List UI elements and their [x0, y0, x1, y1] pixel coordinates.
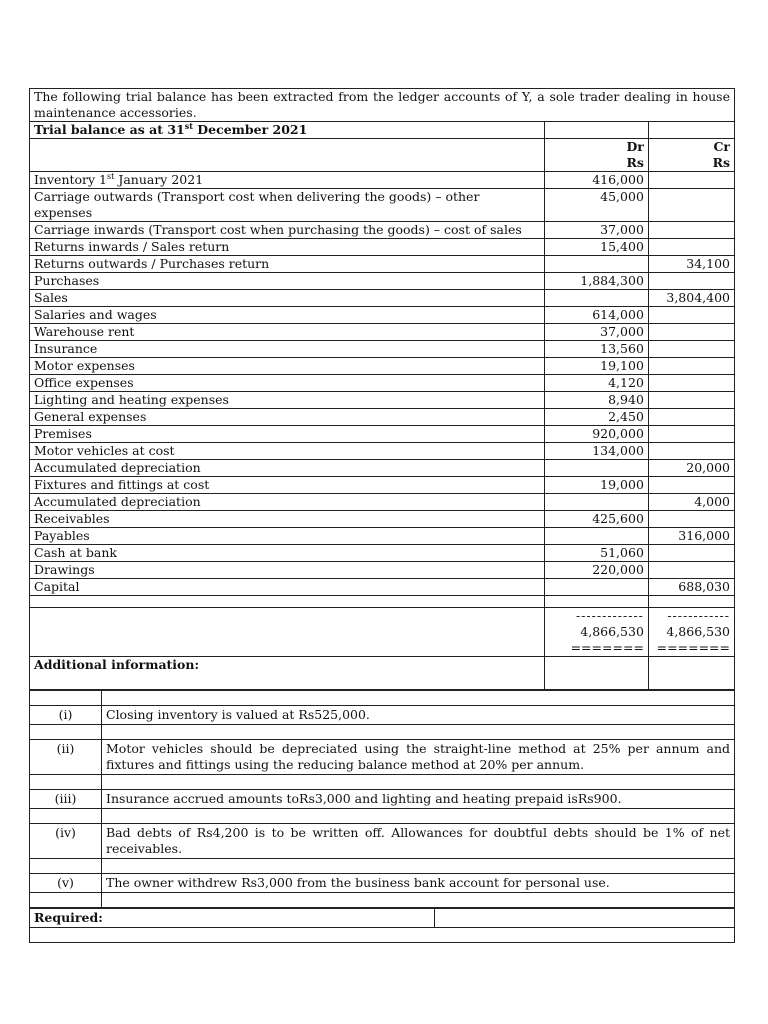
row-dr: [545, 460, 648, 477]
row-label: Carriage outwards (Transport cost when delivering the goods) – other expenses: [30, 189, 545, 222]
additional-info-title: Additional information:: [30, 657, 545, 690]
info-item: [30, 706, 735, 725]
table-row: [30, 290, 735, 307]
row-cr: 316,000: [648, 528, 734, 545]
row-cr: [648, 477, 734, 494]
row-dr: [545, 494, 648, 511]
row-dr: 134,000: [545, 443, 648, 460]
row-cr: [648, 358, 734, 375]
row-label: Cash at bank: [30, 545, 545, 562]
row-label: Drawings: [30, 562, 545, 579]
row-dr: 19,000: [545, 477, 648, 494]
row-label: Capital: [30, 579, 545, 596]
table-row: [30, 460, 735, 477]
table-row: [30, 528, 735, 545]
row-label: Returns inwards / Sales return: [30, 239, 545, 256]
additional-info-heading-row: [30, 657, 735, 690]
dr-column-header: Dr Rs: [545, 139, 648, 172]
row-dr: 2,450: [545, 409, 648, 426]
row-cr: [648, 443, 734, 460]
trial-balance-table: [29, 88, 735, 690]
required-label: Required:: [30, 909, 435, 928]
spacer-row: [30, 596, 735, 608]
row-cr: [648, 189, 734, 222]
row-dr: [545, 256, 648, 273]
row-cr: [648, 222, 734, 239]
row-dr: 614,000: [545, 307, 648, 324]
row-dr: 1,884,300: [545, 273, 648, 290]
info-item-number: (iv): [30, 824, 102, 859]
row-cr: 34,100: [648, 256, 734, 273]
info-item: [30, 740, 735, 775]
row-label: Purchases: [30, 273, 545, 290]
totals-row: [30, 608, 735, 657]
table-row: [30, 256, 735, 273]
row-label: Accumulated depreciation: [30, 494, 545, 511]
info-item: [30, 790, 735, 809]
spacer-row: [30, 809, 735, 824]
info-item: [30, 824, 735, 859]
row-cr: [648, 392, 734, 409]
table-row: [30, 189, 735, 222]
table-row: [30, 375, 735, 392]
row-cr: [648, 409, 734, 426]
row-label: Motor expenses: [30, 358, 545, 375]
row-cr: [648, 273, 734, 290]
row-dr: 8,940: [545, 392, 648, 409]
row-cr: [648, 239, 734, 256]
spacer-row: [30, 893, 735, 908]
row-cr: 3,804,400: [648, 290, 734, 307]
info-item: [30, 874, 735, 893]
spacer-row: [30, 775, 735, 790]
table-row: [30, 545, 735, 562]
row-label: Insurance: [30, 341, 545, 358]
row-label: Office expenses: [30, 375, 545, 392]
row-cr: [648, 511, 734, 528]
row-dr: 416,000: [545, 172, 648, 189]
row-label: General expenses: [30, 409, 545, 426]
table-row: [30, 511, 735, 528]
trial-balance-sheet: [29, 88, 735, 943]
table-row: [30, 579, 735, 596]
cr-column-header: Cr Rs: [648, 139, 734, 172]
info-item-text: Insurance accrued amounts toRs3,000 and lighting and heating prepaid isRs900.: [102, 790, 735, 809]
row-dr: 19,100: [545, 358, 648, 375]
row-dr: 425,600: [545, 511, 648, 528]
row-label: Carriage inwards (Transport cost when purchasing the goods) – cost of sales: [30, 222, 545, 239]
info-item-text: Motor vehicles should be depreciated using the straight-line method at 25% per annum and fixtures and fittings using the reducing balance method at 20% per annum.: [102, 740, 735, 775]
row-label: Payables: [30, 528, 545, 545]
row-label: Accumulated depreciation: [30, 460, 545, 477]
intro-row: [30, 89, 735, 122]
row-dr: 13,560: [545, 341, 648, 358]
row-label: Salaries and wages: [30, 307, 545, 324]
row-dr: 15,400: [545, 239, 648, 256]
row-label: Motor vehicles at cost: [30, 443, 545, 460]
additional-info-table: [29, 690, 735, 908]
cr-total: ------------ 4,866,530 =======: [648, 608, 734, 657]
row-cr: [648, 426, 734, 443]
info-item-number: (iii): [30, 790, 102, 809]
table-row: [30, 392, 735, 409]
table-row: [30, 307, 735, 324]
row-dr: 37,000: [545, 324, 648, 341]
row-label: Returns outwards / Purchases return: [30, 256, 545, 273]
table-row: [30, 273, 735, 290]
info-item-text: The owner withdrew Rs3,000 from the business bank account for personal use.: [102, 874, 735, 893]
row-cr: [648, 375, 734, 392]
table-row: [30, 358, 735, 375]
table-row: [30, 324, 735, 341]
spacer-row: [30, 691, 735, 706]
row-dr: 37,000: [545, 222, 648, 239]
table-row: [30, 409, 735, 426]
trial-balance-heading: Trial balance as at 31st December 2021: [30, 122, 545, 139]
row-label: Sales: [30, 290, 545, 307]
row-label: Receivables: [30, 511, 545, 528]
info-item-text: Closing inventory is valued at Rs525,000.: [102, 706, 735, 725]
row-cr: 20,000: [648, 460, 734, 477]
required-row: [30, 909, 735, 928]
row-dr: [545, 528, 648, 545]
heading-row: [30, 122, 735, 139]
table-row: [30, 341, 735, 358]
row-dr: 920,000: [545, 426, 648, 443]
row-cr: [648, 562, 734, 579]
row-cr: [648, 341, 734, 358]
table-row: [30, 562, 735, 579]
row-label: Warehouse rent: [30, 324, 545, 341]
row-label: Premises: [30, 426, 545, 443]
row-cr: [648, 307, 734, 324]
table-row: [30, 477, 735, 494]
table-row: [30, 239, 735, 256]
required-table: [29, 908, 735, 943]
row-label: Fixtures and fittings at cost: [30, 477, 545, 494]
spacer-row: [30, 725, 735, 740]
info-item-number: (ii): [30, 740, 102, 775]
info-item-text: Bad debts of Rs4,200 is to be written off. Allowances for doubtful debts should be 1% of net receivables.: [102, 824, 735, 859]
row-cr: 4,000: [648, 494, 734, 511]
row-dr: 51,060: [545, 545, 648, 562]
row-dr: [545, 579, 648, 596]
dr-total: ------------- 4,866,530 =======: [545, 608, 648, 657]
row-cr: [648, 172, 734, 189]
table-row: [30, 222, 735, 239]
column-header-row: [30, 139, 735, 172]
intro-text: The following trial balance has been extracted from the ledger accounts of Y, a sole trader dealing in house maintenance accessories.: [30, 89, 735, 122]
row-dr: 45,000: [545, 189, 648, 222]
table-row: [30, 443, 735, 460]
row-label: Lighting and heating expenses: [30, 392, 545, 409]
row-dr: 220,000: [545, 562, 648, 579]
info-item-number: (v): [30, 874, 102, 893]
row-cr: 688,030: [648, 579, 734, 596]
row-cr: [648, 545, 734, 562]
row-dr: [545, 290, 648, 307]
row-dr: 4,120: [545, 375, 648, 392]
info-item-number: (i): [30, 706, 102, 725]
spacer-row: [30, 859, 735, 874]
table-row: [30, 426, 735, 443]
row-label: Inventory 1st January 2021: [30, 172, 545, 189]
spacer-row: [30, 928, 735, 943]
table-row: [30, 172, 735, 189]
table-row: [30, 494, 735, 511]
row-cr: [648, 324, 734, 341]
